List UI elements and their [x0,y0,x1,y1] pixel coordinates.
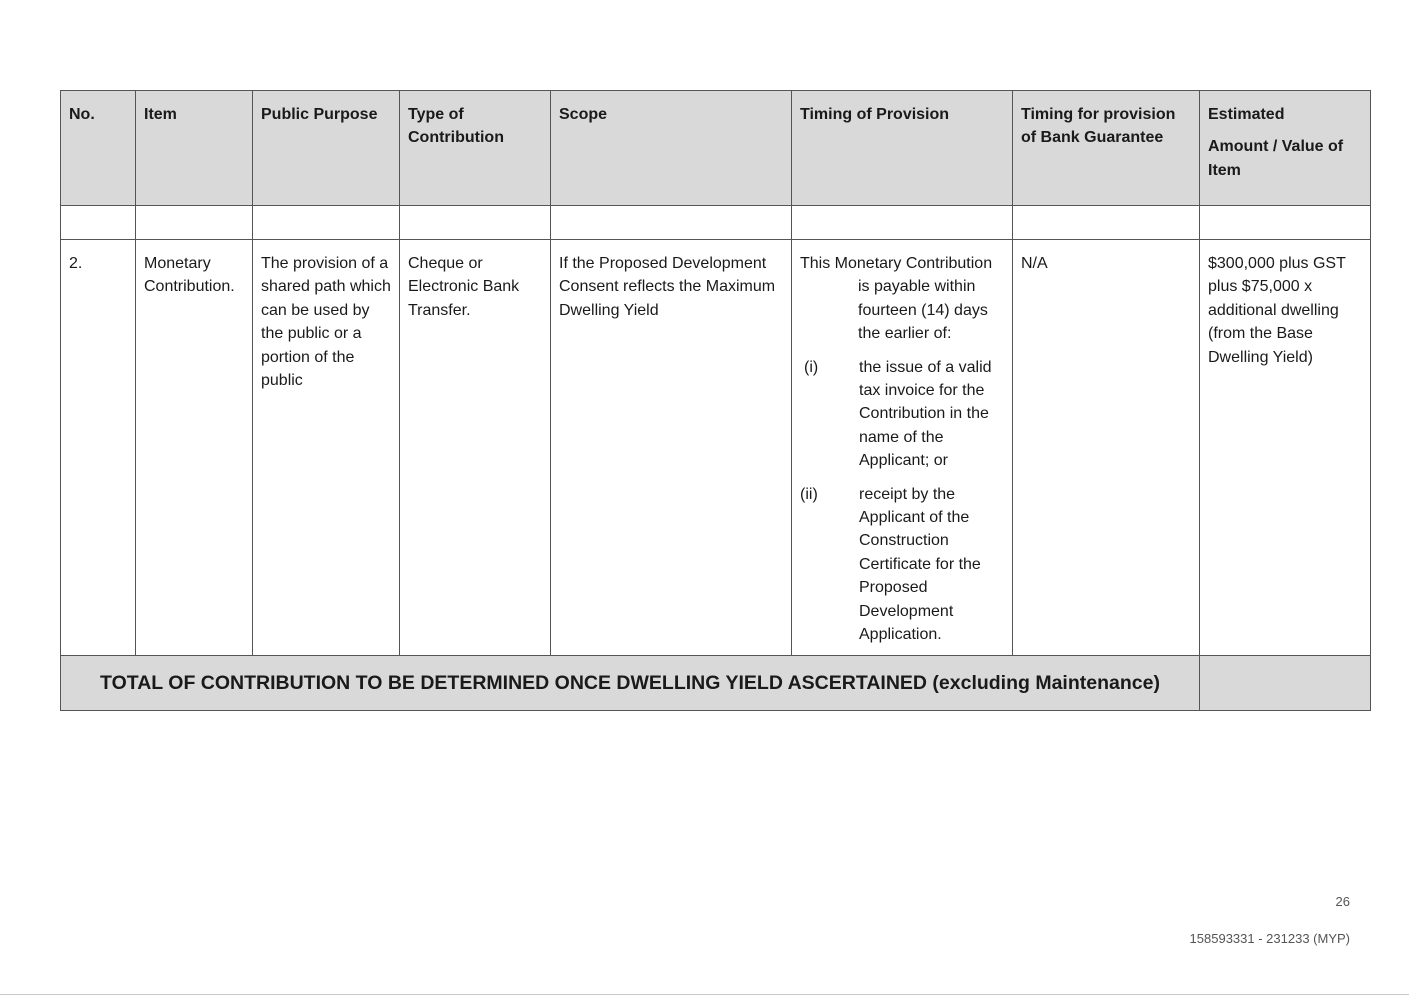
contributions-table [60,90,1371,711]
empty-cell [136,206,253,240]
empty-cell [61,206,136,240]
timing-sub-marker: (i) [804,358,819,376]
page-edge-divider [0,994,1409,995]
empty-cell [792,206,1013,240]
timing-intro: This Monetary Contribution is payable within fourteen (14) days the earlier of: [800,255,993,343]
cell-timing-of-provision [792,240,1013,656]
header-estimated-label: Estimated [1208,106,1285,123]
empty-cell [551,206,792,240]
empty-cell [253,206,400,240]
header-item: Item [136,91,253,206]
empty-cell [1013,206,1200,240]
cell-bank-guarantee: N/A [1013,240,1200,656]
cell-amount: $300,000 plus GST plus $75,000 x additional dwelling (from the Base Dwelling Yield) [1200,240,1371,656]
page-number: 26 [1335,894,1350,909]
timing-sub-marker: (ii) [800,485,818,503]
empty-cell [400,206,551,240]
header-scope: Scope [551,91,792,206]
header-type-of-contribution: Type of Contribution [400,91,551,206]
header-public-purpose: Public Purpose [253,91,400,206]
cell-no: 2. [61,240,136,656]
cell-public-purpose: The provision of a shared path which can be used by the public or a portion of the public [253,240,400,656]
cell-item: Monetary Contribution. [136,240,253,656]
total-value-cell [1200,656,1371,711]
empty-row [61,206,1371,240]
cell-scope: If the Proposed Development Consent reflects the Maximum Dwelling Yield [551,240,792,656]
timing-sub-text: receipt by the Applicant of the Construction Certificate for the Proposed Development Application. [859,485,981,644]
timing-sub-item [800,356,1004,473]
header-no: No. [61,91,136,206]
table-row [61,240,1371,656]
cell-type-of-contribution: Cheque or Electronic Bank Transfer. [400,240,551,656]
header-amount-value-label: Amount / Value of Item [1208,138,1344,179]
header-timing-of-provision: Timing of Provision [792,91,1013,206]
total-row [61,656,1371,711]
header-estimated-amount [1200,91,1371,206]
document-reference: 158593331 - 231233 (MYP) [1189,931,1350,946]
total-label: TOTAL OF CONTRIBUTION TO BE DETERMINED ONCE DWELLING YIELD ASCERTAINED (excluding Maintenance) [61,656,1200,711]
header-row [61,91,1371,206]
empty-cell [1200,206,1371,240]
timing-sub-text: the issue of a valid tax invoice for the Contribution in the name of the Applicant; or [859,358,992,470]
timing-sub-item [800,483,1004,647]
header-timing-bank-guarantee: Timing for provision of Bank Guarantee [1013,91,1200,206]
